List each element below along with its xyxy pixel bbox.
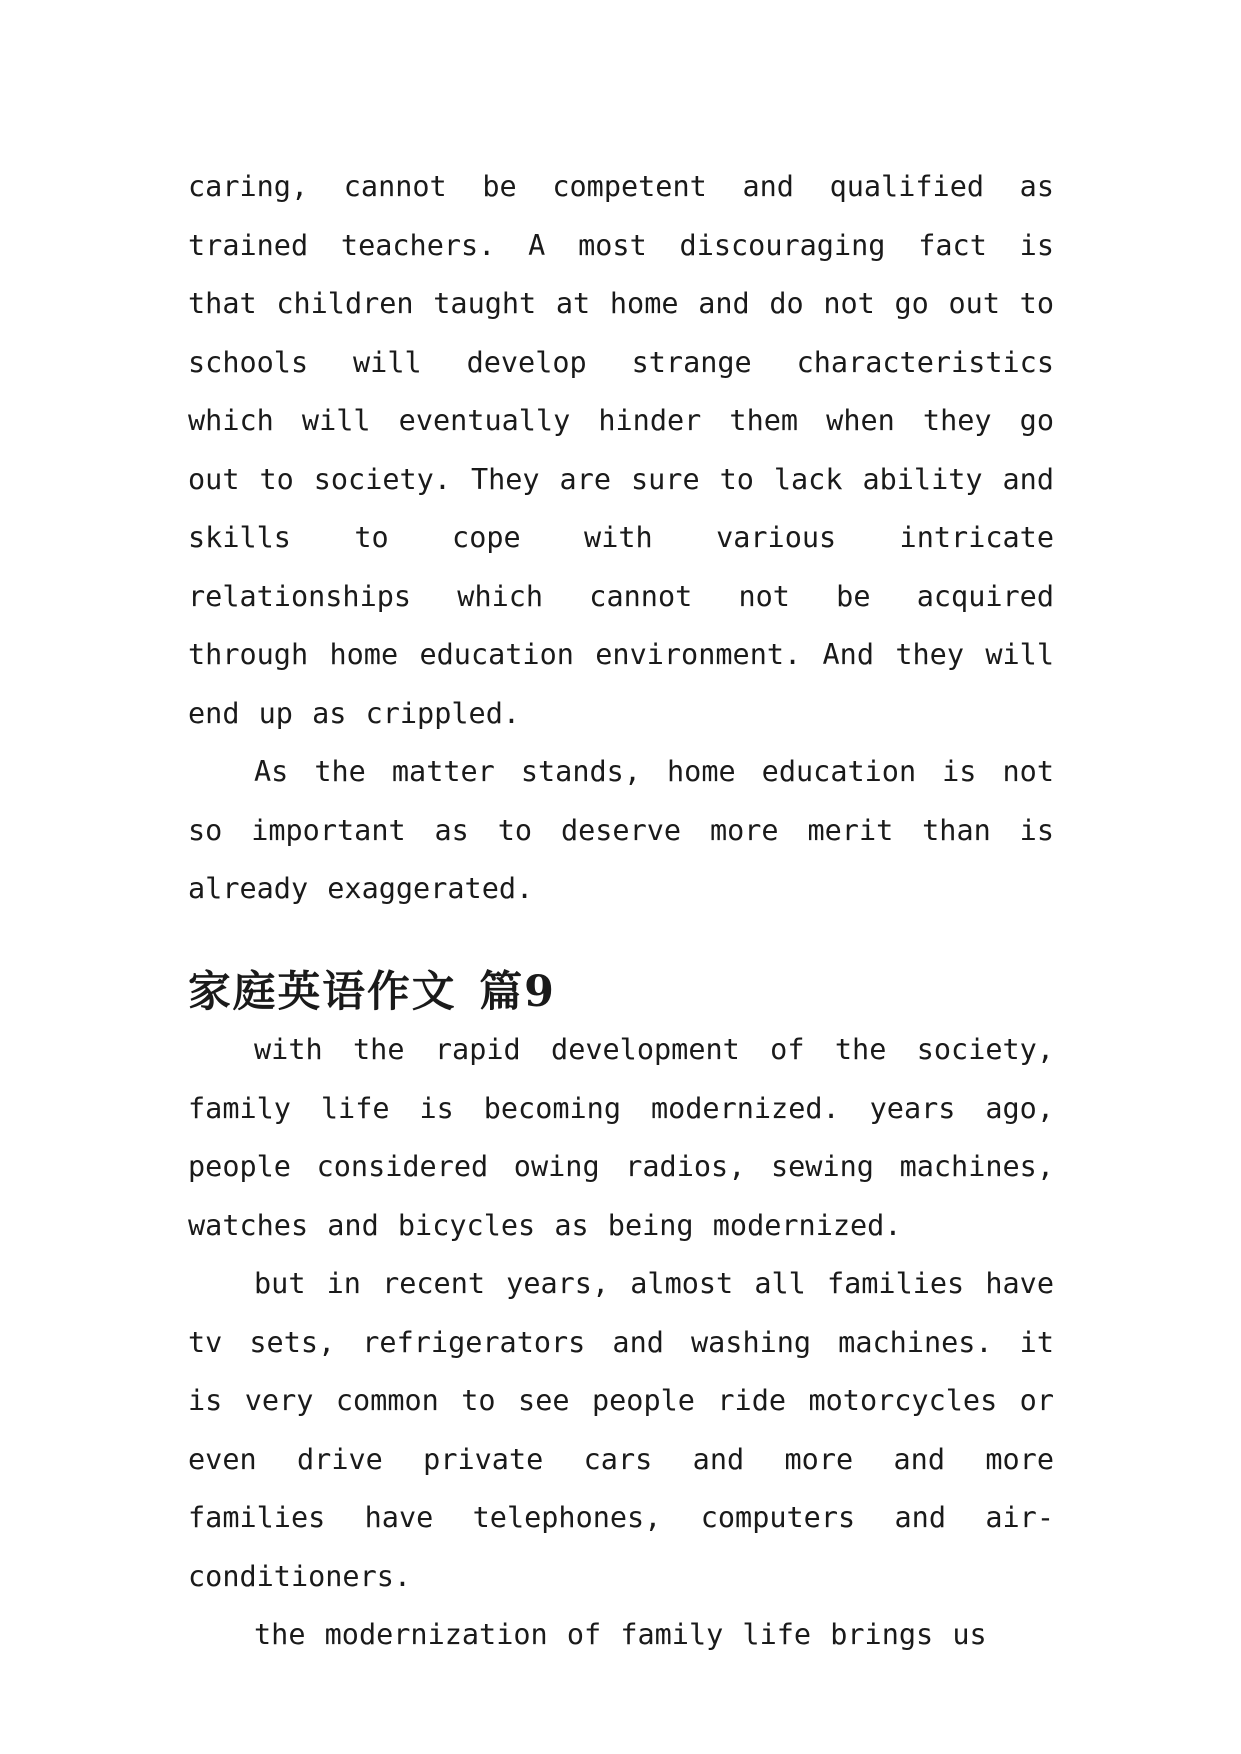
document-page — [188, 158, 1054, 1665]
section-heading: 家庭英语作文 篇9 — [188, 966, 556, 1017]
body-paragraph: with the rapid development of the society, family life is becoming modernized. years ago, people considered owing radios, sewing machines, watches and bicycles as being modernized. — [188, 1033, 1054, 1242]
body-paragraph: but in recent years, almost all families have tv sets, refrigerators and washing machines. it is very common to see people ride motorcycles or even drive private cars and more and more families have telephones, computers and air-conditioners. — [188, 1267, 1054, 1593]
body-paragraph: As the matter stands, home education is not so important as to deserve more merit than is already exaggerated. — [188, 755, 1054, 905]
body-paragraph: caring, cannot be competent and qualified as trained teachers. A most discouraging fact is that children taught at home and do not go out to schools will develop strange characteristics which will eventually hinder them when they go out to society. They are sure to lack ability and skills to cope with various intricate relationships which cannot not be acquired through home education environment. And they will end up as crippled. — [188, 170, 1054, 730]
body-paragraph: the modernization of family life brings us — [254, 1618, 987, 1651]
